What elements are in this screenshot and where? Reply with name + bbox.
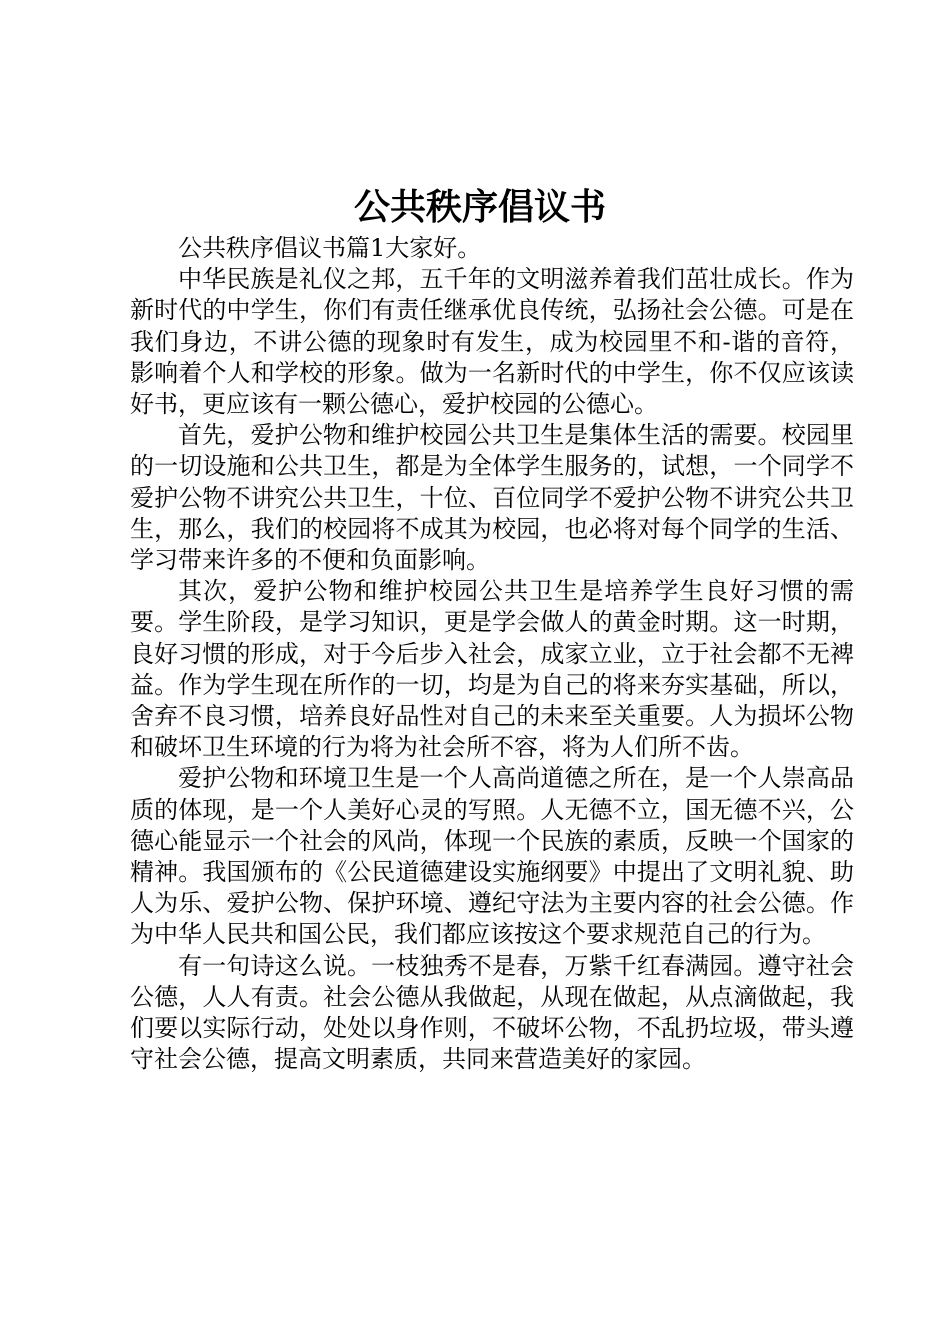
paragraph-conclusion: 有一句诗这么说。一枝独秀不是春，万紫千红春满园。遵守社会公德，人人有责。社会公德从我做起，从现在做起，从点滴做起，我们要以实际行动，处处以身作则，不破坏公物，不乱扔垃圾，带头遵守社会公德，提高文明素质，共同来营造美好的家园。: [130, 951, 854, 1074]
document-title: 公共秩序倡议书: [353, 187, 606, 228]
paragraph-first-point: 首先，爱护公物和维护校园公共卫生是集体生活的需要。校园里的一切设施和公共卫生，都是为全体学生服务的，试想，一个同学不爱护公物不讲究公共卫生，十位、百位同学不爱护公物不讲究公共卫生，那么，我们的校园将不成其为校园，也必将对每个同学的生活、学习带来许多的不便和负面影响。: [130, 421, 854, 575]
paragraph-greeting: 公共秩序倡议书篇1大家好。: [178, 234, 482, 262]
paragraph-morality: 爱护公物和环境卫生是一个人高尚道德之所在，是一个人崇高品质的体现，是一个人美好心灵的写照。人无德不立，国无德不兴，公德心能显示一个社会的风尚，体现一个民族的素质，反映一个国家的精神。我国颁布的《公民道德建设实施纲要》中提出了文明礼貌、助人为乐、爱护公物、保护环境、遵纪守法为主要内容的社会公德。作为中华人民共和国公民，我们都应该按这个要求规范自己的行为。: [130, 764, 854, 949]
paragraph-second-point: 其次，爱护公物和维护校园公共卫生是培养学生良好习惯的需要。学生阶段，是学习知识，更是学会做人的黄金时期。这一时期，良好习惯的形成，对于今后步入社会，成家立业，立于社会都不无裨益。作为学生现在所作的一切，均是为自己的将来夯实基础，所以，舍弃不良习惯，培养良好品性对自己的未来至关重要。人为损坏公物和破坏卫生环境的行为将为社会所不容，将为人们所不齿。: [130, 577, 854, 762]
paragraph-introduction: 中华民族是礼仪之邦，五千年的文明滋养着我们茁壮成长。作为新时代的中学生，你们有责任继承优良传统，弘扬社会公德。可是在我们身边，不讲公德的现象时有发生，成为校园里不和-谐的音符，影响着个人和学校的形象。做为一名新时代的中学生，你不仅应该读好书，更应该有一颗公德心，爱护校园的公德心。: [130, 265, 854, 419]
document-body: [130, 233, 854, 1075]
